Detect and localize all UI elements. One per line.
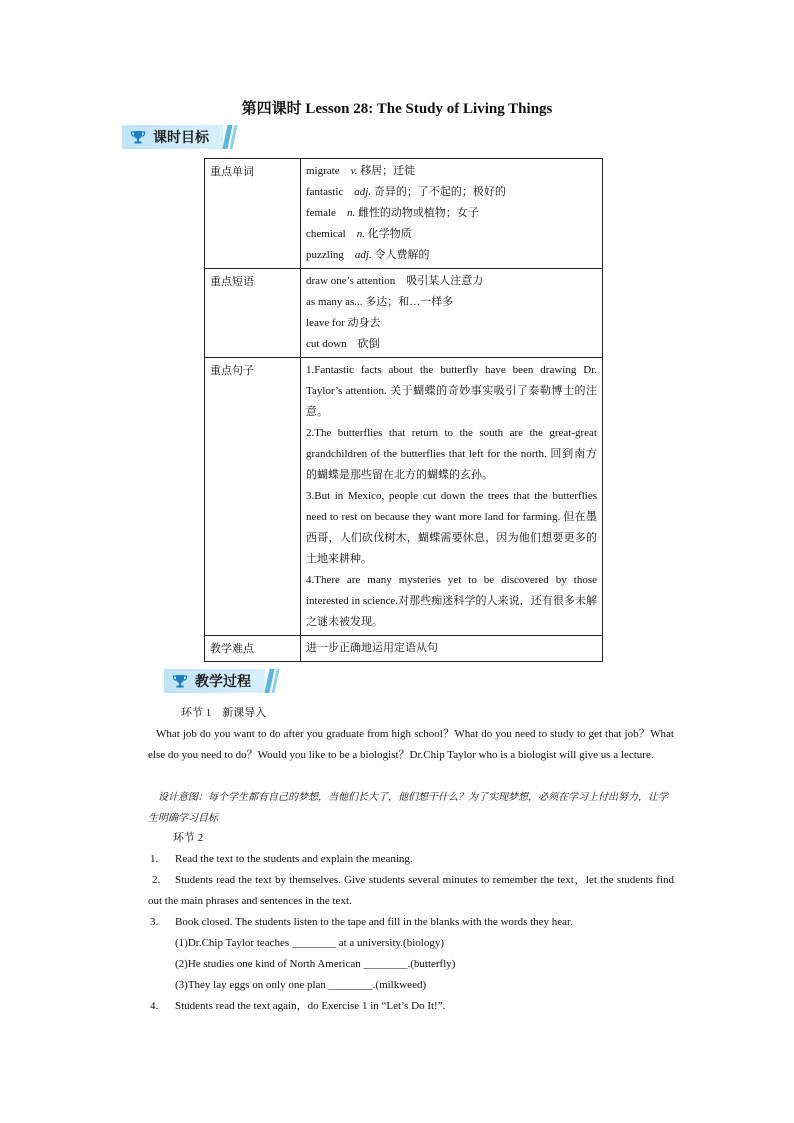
blank-item: (1)Dr.Chip Taylor teaches ________ at a university.(biology) (175, 937, 444, 949)
section-label: 教学过程 (195, 674, 251, 690)
vocab-item: fantastic adj. 奇异的；了不起的；极好的 (306, 186, 506, 198)
table-row (205, 269, 603, 358)
table-row (205, 159, 603, 269)
phrase-item: leave for 动身去 (306, 317, 381, 329)
phrase-label: 重点短语 (205, 269, 301, 358)
vocab-item: female n. 雌性的动物或植物；女子 (306, 207, 479, 219)
sentence-item: 3.But in Mexico, people cut down the trees that the butterflies need to rest on because they want more land for farming. 但在墨西哥，人们砍伐树木，蝴蝶需要休息，因为他们想要更多的土地来耕种。 (306, 490, 597, 565)
table-row (205, 636, 603, 662)
trophy-icon (172, 673, 188, 689)
section-label: 课时目标 (153, 130, 209, 146)
phrase-cell (301, 269, 603, 358)
sentence-item: 1.Fantastic facts about the butterfly have been drawing Dr. Taylor’s attention. 关于蝴蝶的奇妙事实吸引了泰勒博士的注意。 (306, 364, 597, 418)
difficulty-cell: 进一步正确地运用定语从句 (301, 636, 603, 662)
phrase-item: cut down 砍倒 (306, 338, 380, 350)
list-item: 4. Students read the text again，do Exercise 1 in “Let’s Do It!”. (150, 1000, 446, 1012)
sentence-label: 重点句子 (205, 358, 301, 636)
list-item: 3. Book closed. The students listen to the tape and fill in the blanks with the words they hear. (150, 916, 573, 928)
blank-item: (2)He studies one kind of North American ________.(butterfly) (175, 958, 456, 970)
vocab-item: chemical n. 化学物质 (306, 228, 412, 240)
goals-table (204, 158, 603, 662)
phrase-item: as many as... 多达；和…一样多 (306, 296, 454, 308)
vocab-cell (301, 159, 603, 269)
vocab-item: migrate v. 移居；迁徙 (306, 165, 416, 177)
page-title: 第四课时 Lesson 28: The Study of Living Things (241, 101, 553, 117)
table-row (205, 358, 603, 636)
sentence-item: 4.There are many mysteries yet to be discovered by those interested in science.对那些痴迷科学的人来说，还有很多未解之谜未被发现。 (306, 574, 597, 628)
design-note: 设计意图：每个学生都有自己的梦想，当他们长大了，他们想干什么？为了实现梦想，必须在学习上付出努力，让学生明确学习目标 (148, 792, 668, 824)
step1-text: What job do you want to do after you graduate from high school？What do you need to study to get that job？What else do you need to do？Would you like to be a biologist？Dr.Chip Taylor who is a biologist will give us a lecture. (148, 728, 674, 761)
phrase-item: draw one’s attention 吸引某人注意力 (306, 275, 484, 287)
list-item: 2. Students read the text by themselves. Give students several minutes to remember the text，let the students find out the main phrases and sentences in the text. (148, 874, 674, 907)
sentence-item: 2.The butterflies that return to the south are the great-great grandchildren of the butterflies that left for the north. 回到南方的蝴蝶是那些留在北方的蝴蝶的玄孙。 (306, 427, 597, 481)
section-banner-goals (122, 125, 235, 149)
step1-title: 环节 1 新课导入 (181, 707, 267, 719)
trophy-icon (130, 129, 146, 145)
vocab-item: puzzling adj. 令人费解的 (306, 249, 430, 261)
difficulty-label: 教学难点 (205, 636, 301, 662)
list-item: 1. Read the text to the students and explain the meaning. (150, 853, 413, 865)
vocab-label: 重点单词 (205, 159, 301, 269)
sentence-cell (301, 358, 603, 636)
blank-item: (3)They lay eggs on only one plan ________.(milkweed) (175, 979, 427, 991)
section-banner-process (164, 669, 277, 693)
step2-title: 环节 2 (173, 832, 204, 844)
